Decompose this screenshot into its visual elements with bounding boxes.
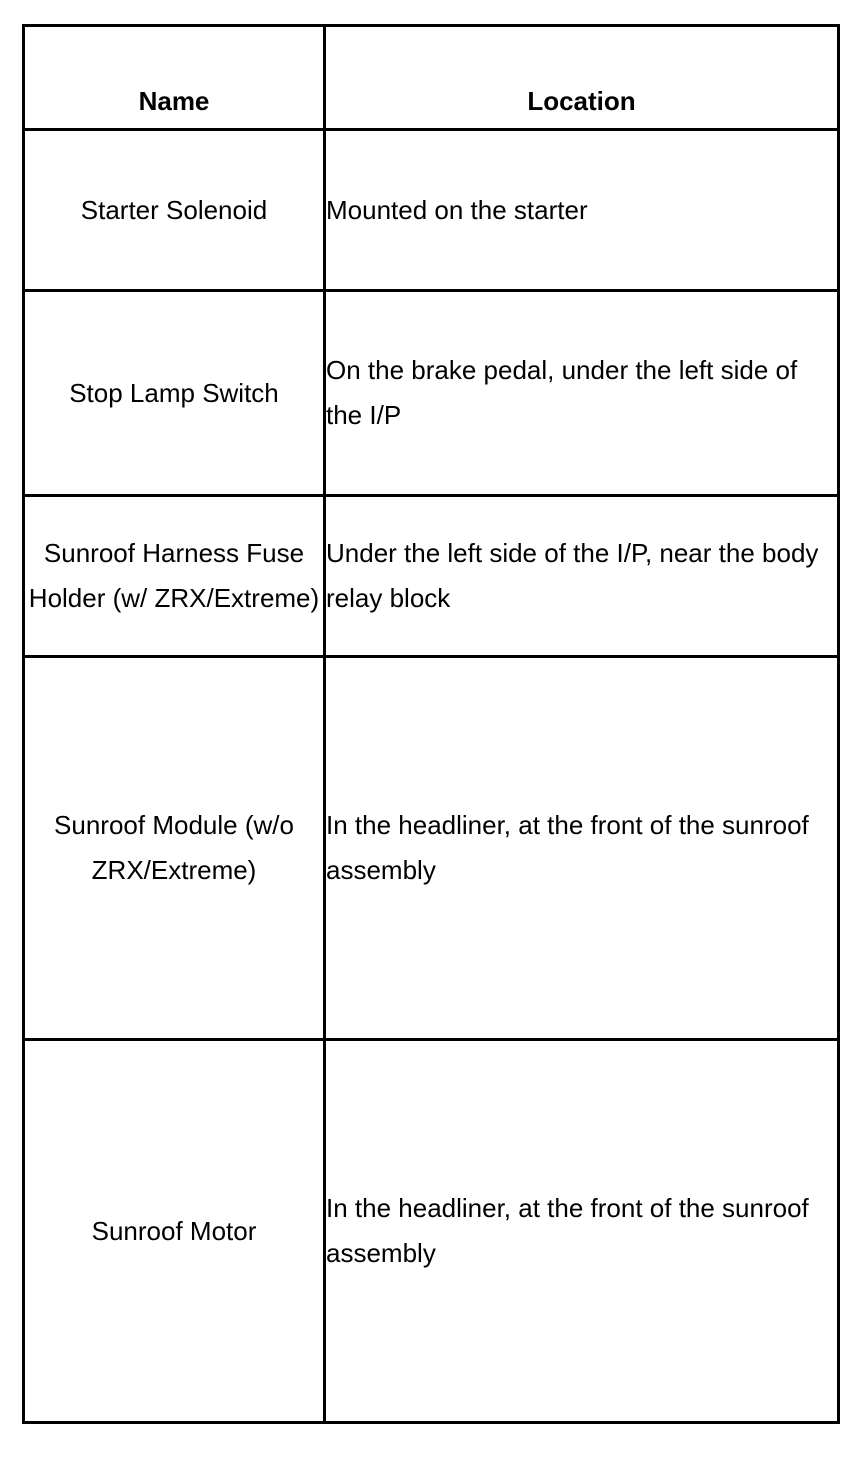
component-location: Mounted on the starter (326, 194, 588, 225)
table-row (24, 657, 839, 1040)
name-cell (24, 657, 325, 1040)
header-location: Location (325, 26, 839, 130)
table-row (24, 130, 839, 291)
component-location: On the brake pedal, under the left side of the I/P (326, 355, 798, 430)
location-cell (325, 291, 839, 496)
component-name: Sunroof Harness Fuse Holder (w/ ZRX/Extreme) (28, 538, 320, 613)
component-location: In the headliner, at the front of the sunroof assembly (326, 1193, 809, 1268)
table-row (24, 1040, 839, 1423)
location-cell (325, 130, 839, 291)
name-cell (24, 291, 325, 496)
component-name: Stop Lamp Switch (69, 377, 279, 408)
component-location: Under the left side of the I/P, near the body relay block (326, 538, 819, 613)
location-cell (325, 657, 839, 1040)
header-name: Name (24, 26, 325, 130)
location-cell (325, 1040, 839, 1423)
name-cell (24, 130, 325, 291)
name-cell (24, 1040, 325, 1423)
location-cell (325, 496, 839, 657)
table-row (24, 496, 839, 657)
component-name: Sunroof Motor (91, 1215, 257, 1246)
component-location-table (22, 24, 840, 1424)
table-header-row (24, 26, 839, 130)
name-cell (24, 496, 325, 657)
component-name: Sunroof Module (w/o ZRX/Extreme) (54, 810, 294, 885)
table-row (24, 291, 839, 496)
component-name: Starter Solenoid (80, 194, 268, 225)
component-location: In the headliner, at the front of the sunroof assembly (326, 810, 809, 885)
